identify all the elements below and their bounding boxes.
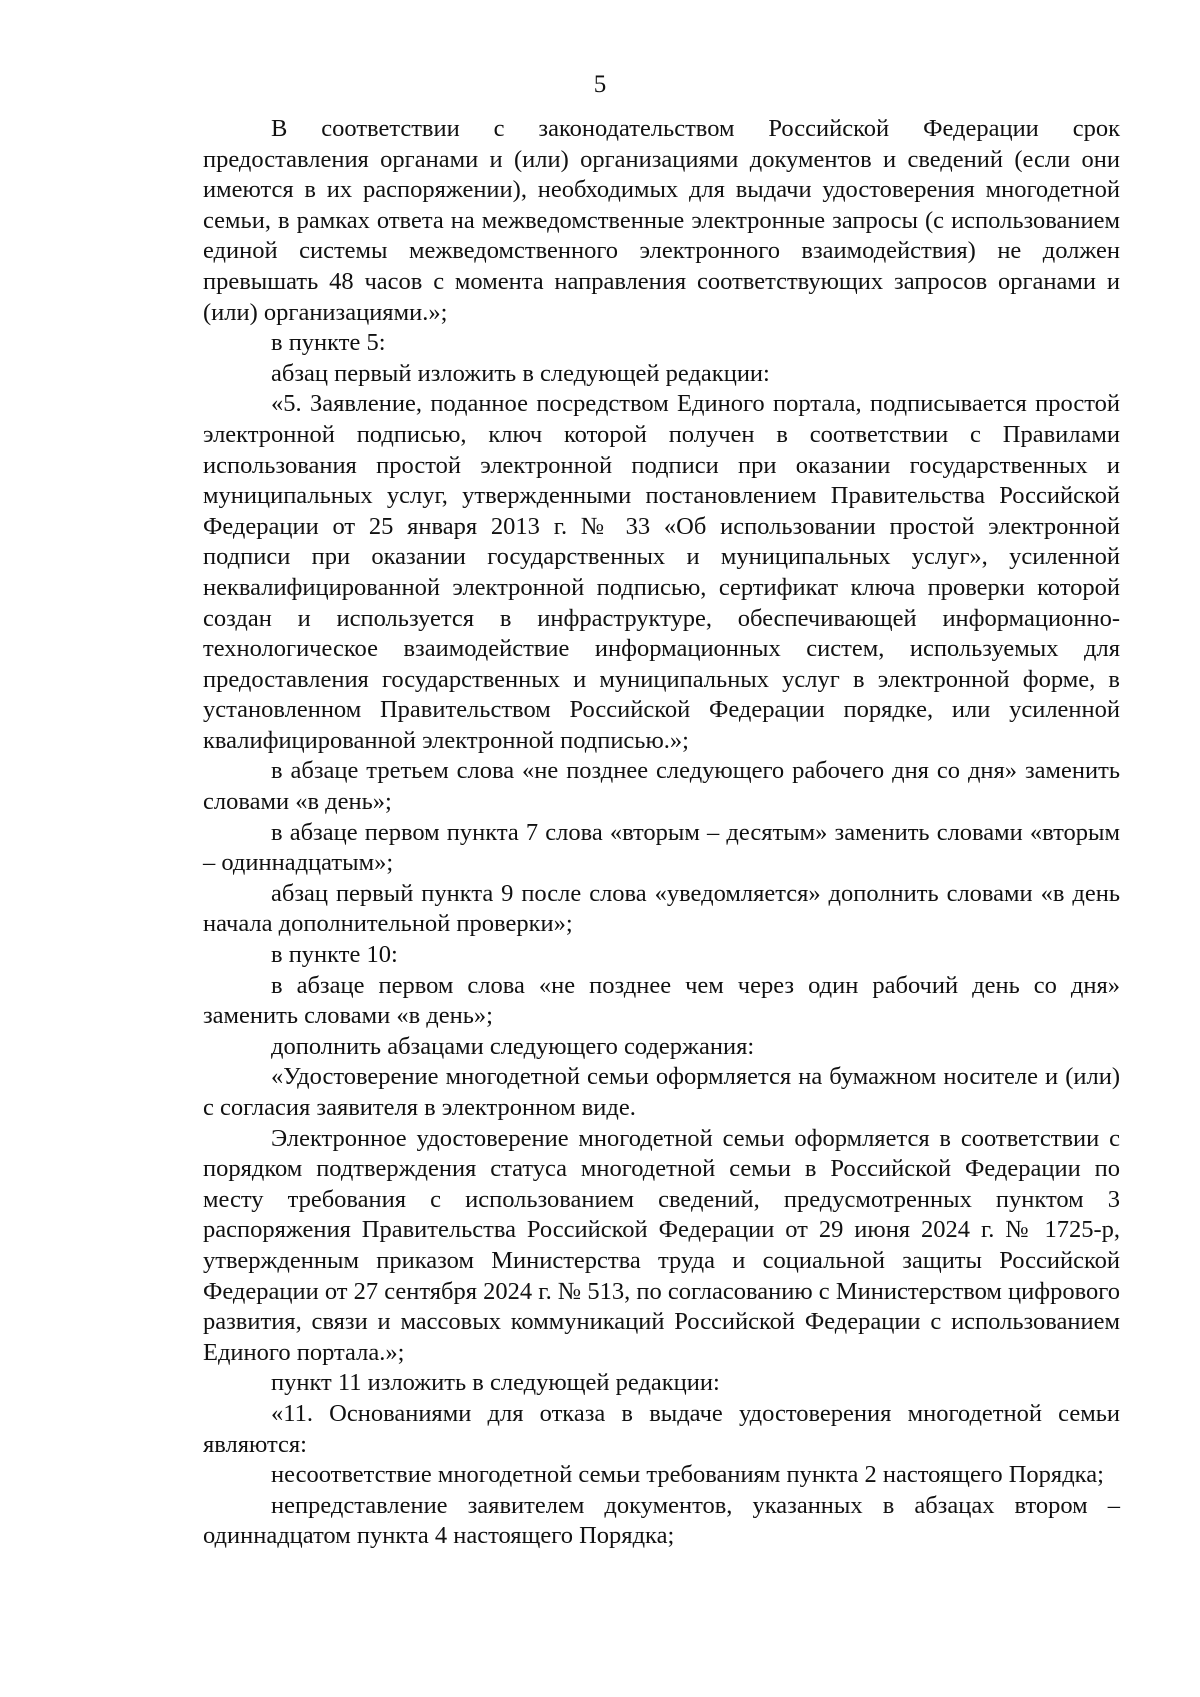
- paragraph: «5. Заявление, поданное посредством Единого портала, подписывается простой электронной подписью, ключ которой получен в соответствии с Правилами использования простой электронной подписи при оказании государственных и муниципальных услуг, утвержденными постановлением Правительства Российской Федерации от 25 января 2013 г. № 33 «Об использовании простой электронной подписи при оказании государственных и муниципальных услуг», усиленной неквалифицированной электронной подписью, сертификат ключа проверки которой создан и используется в инфраструктуре, обеспечивающей информационно-технологическое взаимодействие информационных систем, используемых для предоставления государственных и муниципальных услуг в электронной форме, в установленном Правительством Российской Федерации порядке, или усиленной квалифицированной электронной подписью.»;: [203, 390, 1120, 754]
- paragraph: абзац первый изложить в следующей редакции:: [271, 359, 770, 387]
- page-number: 5: [593, 71, 607, 98]
- paragraph: «Удостоверение многодетной семьи оформляется на бумажном носителе и (или) с согласия заявителя в электронном виде.: [203, 1063, 1120, 1121]
- paragraph: в пункте 10:: [271, 941, 398, 969]
- paragraph: непредставление заявителем документов, указанных в абзацах втором – одиннадцатом пункта 4 настоящего Порядка;: [203, 1491, 1120, 1550]
- paragraph: «11. Основаниями для отказа в выдаче удостоверения многодетной семьи являются:: [203, 1399, 1120, 1458]
- document-body: [203, 114, 1120, 1552]
- paragraph: в абзаце первом пункта 7 слова «вторым – десятым» заменить словами «вторым – одиннадцатым»;: [203, 818, 1120, 877]
- paragraph: в абзаце третьем слова «не позднее следующего рабочего дня со дня» заменить словами «в день»;: [203, 757, 1120, 816]
- paragraph: Электронное удостоверение многодетной семьи оформляется в соответствии с порядком подтверждения статуса многодетной семьи в Российской Федерации по месту требования с использованием сведений, предусмотренных пунктом 3 распоряжения Правительства Российской Федерации от 29 июня 2024 г. № 1725-р, утвержденным приказом Министерства труда и социальной защиты Российской Федерации от 27 сентября 2024 г. № 513, по согласованию с Министерством цифрового развития, связи и массовых коммуникаций Российской Федерации с использованием Единого портала.»;: [203, 1124, 1120, 1366]
- paragraph: В соответствии с законодательством Российской Федерации срок предоставления органами и (или) организациями документов и сведений (если они имеются в их распоряжении), необходимых для выдачи удостоверения многодетной семьи, в рамках ответа на межведомственные электронные запросы (с использованием единой системы межведомственного электронного взаимодействия) не должен превышать 48 часов с момента направления соответствующих запросов органами и (или) организациями.»;: [203, 115, 1120, 326]
- paragraph: абзац первый пункта 9 после слова «уведомляется» дополнить словами «в день начала дополнительной проверки»;: [203, 879, 1120, 938]
- paragraph: несоответствие многодетной семьи требованиям пункта 2 настоящего Порядка;: [271, 1461, 1104, 1489]
- paragraph: в абзаце первом слова «не позднее чем через один рабочий день со дня» заменить словами «в день»;: [203, 971, 1120, 1030]
- paragraph: пункт 11 изложить в следующей редакции:: [271, 1369, 720, 1397]
- paragraph: дополнить абзацами следующего содержания:: [271, 1032, 755, 1060]
- paragraph: в пункте 5:: [271, 329, 386, 357]
